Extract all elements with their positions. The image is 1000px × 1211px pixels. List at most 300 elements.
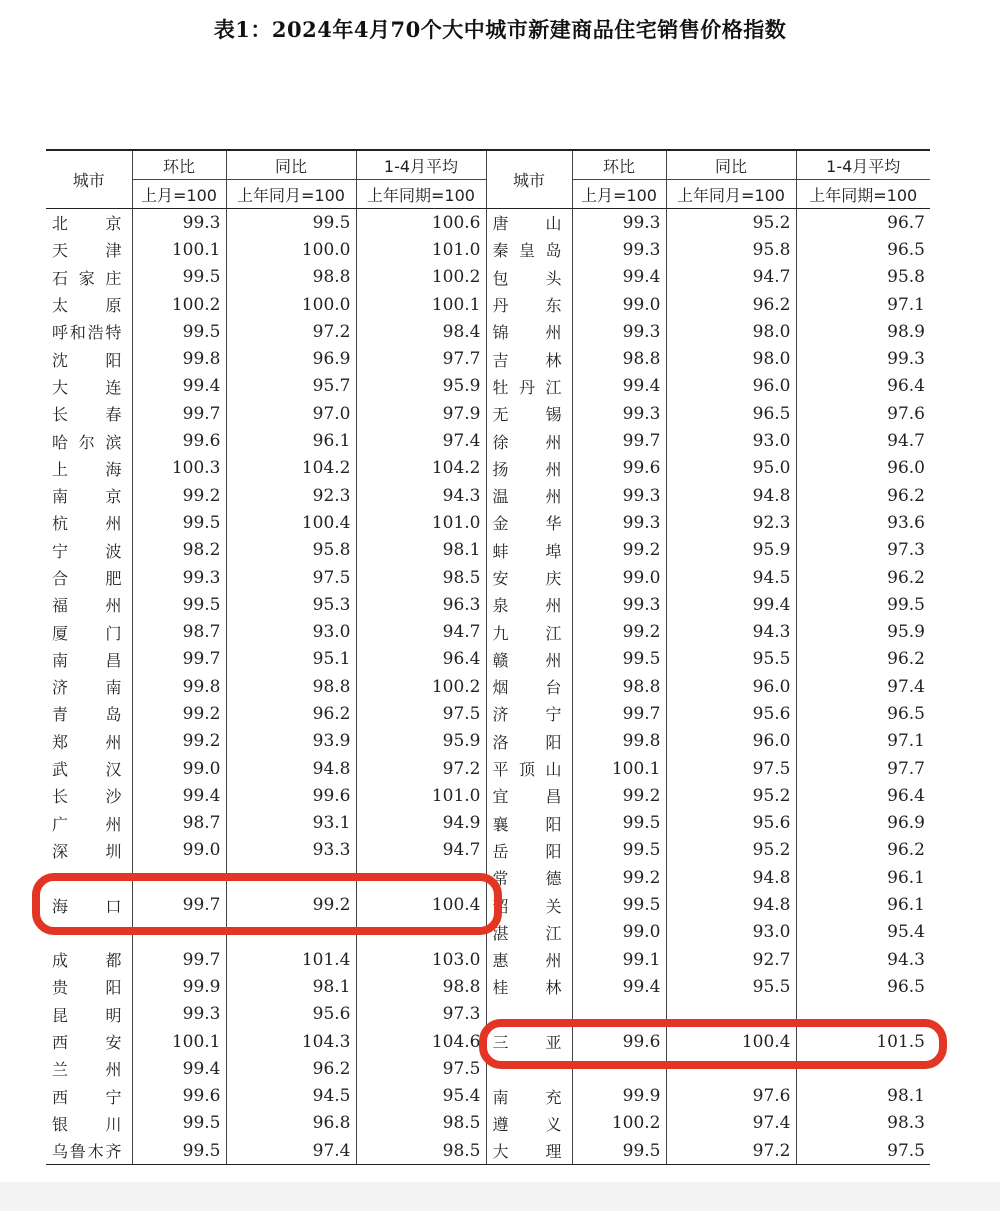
right-city-name: 扬州 [486, 455, 572, 482]
right-avg-value: 97.5 [796, 1137, 930, 1165]
right-avg-value: 95.4 [796, 919, 930, 946]
left-mom-value: 99.3 [132, 564, 226, 591]
right-yoy-value: 94.7 [666, 264, 796, 291]
left-city-name: 济南 [52, 678, 122, 698]
right-avg-value: 96.9 [796, 810, 930, 837]
right-avg-value: 97.4 [796, 673, 930, 700]
left-yoy-value: 100.0 [226, 291, 356, 318]
left-avg-value: 97.4 [356, 427, 486, 454]
left-mom-value: 99.6 [132, 427, 226, 454]
right-city-name: 金华 [486, 509, 572, 536]
header-avg-base-right: 上年同期=100 [796, 180, 930, 209]
table-row [46, 318, 930, 345]
right-avg-value: 96.4 [796, 782, 930, 809]
left-mom-value: 99.5 [132, 509, 226, 536]
right-mom-value: 99.3 [572, 318, 666, 345]
table-row [46, 291, 930, 318]
table-row [46, 673, 930, 700]
left-yoy-value: 96.1 [226, 427, 356, 454]
table-row [46, 455, 930, 482]
left-mom-value: 99.8 [132, 673, 226, 700]
left-city-name: 合肥 [52, 569, 122, 588]
left-yoy-value: 93.0 [226, 618, 356, 645]
right-mom-value: 99.2 [572, 618, 666, 645]
right-mom-value: 99.2 [572, 537, 666, 564]
right-yoy-value: 99.4 [666, 591, 796, 618]
left-avg-value: 98.8 [356, 973, 486, 1000]
right-mom-value: 99.0 [572, 291, 666, 318]
left-mom-value: 99.5 [132, 264, 226, 291]
table-row [46, 345, 930, 372]
left-city-name: 南昌 [52, 650, 122, 670]
right-mom-value: 99.3 [572, 591, 666, 618]
left-mom-value: 99.3 [132, 1001, 226, 1028]
left-avg-value: 103.0 [356, 946, 486, 973]
left-yoy-value: 97.2 [226, 318, 356, 345]
table-row [46, 591, 930, 618]
left-mom-value: 99.2 [132, 700, 226, 727]
left-yoy-value: 99.2 [226, 891, 356, 918]
right-avg-value: 96.2 [796, 837, 930, 864]
left-avg-value: 104.2 [356, 455, 486, 482]
header-mom-left: 环比 [132, 150, 226, 180]
left-mom-value: 99.0 [132, 837, 226, 864]
left-avg-value: 101.0 [356, 782, 486, 809]
table-row [46, 264, 930, 291]
header-mom-base-left: 上月=100 [132, 180, 226, 209]
left-city-name: 兰州 [52, 1060, 122, 1080]
left-mom-value: 99.2 [132, 728, 226, 755]
right-city-name: 烟台 [486, 673, 572, 700]
highlight-box-haikou [32, 873, 502, 935]
right-city-name: 大理 [486, 1137, 572, 1165]
left-yoy-value: 98.1 [226, 973, 356, 1000]
left-mom-value: 99.8 [132, 345, 226, 372]
left-city-name: 广州 [52, 814, 122, 834]
right-avg-value: 96.4 [796, 373, 930, 400]
price-index-table [46, 149, 930, 1165]
left-city-name: 青岛 [52, 705, 122, 725]
right-avg-value: 97.1 [796, 728, 930, 755]
right-city-name: 锦州 [486, 318, 572, 345]
left-avg-value: 97.5 [356, 1055, 486, 1082]
table-row [46, 728, 930, 755]
left-avg-value: 100.2 [356, 673, 486, 700]
right-mom-value: 99.5 [572, 810, 666, 837]
table-row [46, 646, 930, 673]
left-avg-value: 97.3 [356, 1001, 486, 1028]
left-mom-value: 99.7 [132, 646, 226, 673]
table-row [46, 564, 930, 591]
left-city-name: 杭州 [52, 514, 122, 534]
header-mom-base-right: 上月=100 [572, 180, 666, 209]
right-yoy-value: 95.5 [666, 973, 796, 1000]
left-yoy-value: 98.8 [226, 264, 356, 291]
table-row [46, 618, 930, 645]
left-avg-value: 94.7 [356, 618, 486, 645]
left-yoy-value: 92.3 [226, 482, 356, 509]
left-city-name: 长春 [52, 405, 122, 425]
table-row [46, 373, 930, 400]
right-yoy-value: 95.5 [666, 646, 796, 673]
left-mom-value: 99.7 [132, 946, 226, 973]
bottom-bar [0, 1182, 1000, 1211]
left-avg-value: 97.2 [356, 755, 486, 782]
left-city-name: 北京 [52, 214, 122, 234]
table-row [46, 810, 930, 837]
left-city-name: 太原 [52, 296, 122, 316]
right-mom-value: 99.5 [572, 646, 666, 673]
right-avg-value: 96.5 [796, 700, 930, 727]
right-mom-value: 99.4 [572, 373, 666, 400]
left-mom-value: 99.9 [132, 973, 226, 1000]
right-yoy-value: 94.8 [666, 864, 796, 891]
left-city-name: 西安 [52, 1033, 122, 1053]
left-yoy-value: 97.5 [226, 564, 356, 591]
left-mom-value: 98.2 [132, 537, 226, 564]
left-avg-value: 94.7 [356, 837, 486, 864]
left-mom-value: 100.1 [132, 1028, 226, 1055]
left-avg-value: 97.7 [356, 345, 486, 372]
right-avg-value: 98.1 [796, 1083, 930, 1110]
left-avg-value: 97.9 [356, 400, 486, 427]
right-mom-value: 99.7 [572, 427, 666, 454]
right-mom-value: 99.3 [572, 400, 666, 427]
right-city-name: 无锡 [486, 400, 572, 427]
left-mom-value: 100.3 [132, 455, 226, 482]
right-mom-value: 99.4 [572, 973, 666, 1000]
right-yoy-value: 92.3 [666, 509, 796, 536]
left-yoy-value: 99.6 [226, 782, 356, 809]
right-mom-value: 100.1 [572, 755, 666, 782]
right-city-name: 岳阳 [486, 837, 572, 864]
right-mom-value: 99.9 [572, 1083, 666, 1110]
right-yoy-value: 97.2 [666, 1137, 796, 1165]
right-avg-value: 94.3 [796, 946, 930, 973]
table-row [46, 1137, 930, 1165]
right-avg-value: 96.5 [796, 973, 930, 1000]
left-avg-value: 100.2 [356, 264, 486, 291]
header-avg-right: 1-4月平均 [796, 150, 930, 180]
left-avg-value: 96.3 [356, 591, 486, 618]
right-mom-value: 99.2 [572, 782, 666, 809]
header-city-left: 城市 [46, 150, 132, 209]
right-avg-value: 98.9 [796, 318, 930, 345]
right-yoy-value: 92.7 [666, 946, 796, 973]
left-mom-value: 100.2 [132, 291, 226, 318]
right-yoy-value: 95.6 [666, 700, 796, 727]
right-mom-value: 99.3 [572, 509, 666, 536]
left-city-name: 沈阳 [52, 350, 122, 370]
right-mom-value: 99.5 [572, 891, 666, 918]
left-city-name: 郑州 [52, 732, 122, 752]
left-avg-value: 94.9 [356, 810, 486, 837]
right-yoy-value: 96.5 [666, 400, 796, 427]
table-row [46, 400, 930, 427]
left-yoy-value: 98.8 [226, 673, 356, 700]
left-mom-value: 99.5 [132, 591, 226, 618]
left-city-name: 昆明 [52, 1005, 122, 1025]
right-avg-value: 96.2 [796, 564, 930, 591]
right-mom-value: 99.3 [572, 209, 666, 237]
header-yoy-base-left: 上年同月=100 [226, 180, 356, 209]
right-mom-value: 99.2 [572, 864, 666, 891]
left-mom-value: 99.4 [132, 373, 226, 400]
right-yoy-value: 95.2 [666, 209, 796, 237]
right-city-name: 桂林 [486, 973, 572, 1000]
left-mom-value: 98.7 [132, 618, 226, 645]
right-yoy-value: 95.0 [666, 455, 796, 482]
left-city-name: 上海 [52, 459, 122, 479]
left-yoy-value: 104.2 [226, 455, 356, 482]
left-yoy-value: 95.8 [226, 537, 356, 564]
left-yoy-value: 95.7 [226, 373, 356, 400]
left-mom-value: 100.1 [132, 236, 226, 263]
right-city-name: 韶关 [486, 891, 572, 918]
right-yoy-value: 96.0 [666, 373, 796, 400]
right-yoy-value: 94.3 [666, 618, 796, 645]
left-avg-value: 98.5 [356, 1110, 486, 1137]
left-avg-value: 101.0 [356, 509, 486, 536]
right-mom-value: 99.0 [572, 919, 666, 946]
left-mom-value: 99.4 [132, 1055, 226, 1082]
right-city-name: 包头 [486, 264, 572, 291]
right-city-name: 丹东 [486, 291, 572, 318]
right-yoy-value: 94.5 [666, 564, 796, 591]
right-city-name: 安庆 [486, 564, 572, 591]
right-city-name: 遵义 [486, 1110, 572, 1137]
left-city-name: 贵阳 [52, 978, 122, 998]
left-avg-value: 100.6 [356, 209, 486, 237]
left-avg-value: 100.1 [356, 291, 486, 318]
table-row [46, 537, 930, 564]
left-city-name: 深圳 [52, 841, 122, 861]
right-yoy-value: 93.0 [666, 427, 796, 454]
right-avg-value: 95.8 [796, 264, 930, 291]
left-yoy-value: 96.9 [226, 345, 356, 372]
right-avg-value: 96.1 [796, 891, 930, 918]
left-city-name: 天津 [52, 241, 122, 261]
right-avg-value: 96.7 [796, 209, 930, 237]
table-row [46, 946, 930, 973]
left-city-name: 宁波 [52, 541, 122, 561]
left-avg-value: 97.5 [356, 700, 486, 727]
left-city-name: 石家庄 [52, 268, 122, 288]
table-row [46, 236, 930, 263]
right-city-name: 洛阳 [486, 728, 572, 755]
header-avg-left: 1-4月平均 [356, 150, 486, 180]
header-yoy-base-right: 上年同月=100 [666, 180, 796, 209]
right-mom-value: 99.5 [572, 1137, 666, 1165]
right-yoy-value: 94.8 [666, 482, 796, 509]
left-city-name: 长沙 [52, 787, 122, 807]
table-row [46, 482, 930, 509]
right-city-name: 九江 [486, 618, 572, 645]
right-city-name: 蚌埠 [486, 537, 572, 564]
left-yoy-value: 97.0 [226, 400, 356, 427]
left-yoy-value: 100.4 [226, 509, 356, 536]
right-avg-value: 95.9 [796, 618, 930, 645]
table-row [46, 837, 930, 864]
right-yoy-value: 97.6 [666, 1083, 796, 1110]
left-city-name: 厦门 [52, 623, 122, 643]
right-yoy-value: 95.2 [666, 837, 796, 864]
left-avg-value: 95.4 [356, 1083, 486, 1110]
left-avg-value: 98.4 [356, 318, 486, 345]
right-yoy-value: 96.0 [666, 673, 796, 700]
right-mom-value: 100.2 [572, 1110, 666, 1137]
table-row [46, 755, 930, 782]
right-yoy-value: 98.0 [666, 318, 796, 345]
right-avg-value: 101.5 [796, 1028, 930, 1055]
right-mom-value: 99.3 [572, 236, 666, 263]
right-avg-value: 98.3 [796, 1110, 930, 1137]
right-avg-value: 96.2 [796, 482, 930, 509]
right-city-name: 济宁 [486, 700, 572, 727]
right-yoy-value: 95.2 [666, 782, 796, 809]
left-city-name: 哈尔滨 [52, 432, 122, 452]
left-avg-value: 95.9 [356, 373, 486, 400]
right-mom-value: 98.8 [572, 345, 666, 372]
left-city-name: 银川 [52, 1114, 122, 1134]
left-yoy-value: 97.4 [226, 1137, 356, 1165]
right-city-name: 泉州 [486, 591, 572, 618]
left-yoy-value: 94.8 [226, 755, 356, 782]
left-mom-value: 99.5 [132, 1137, 226, 1165]
left-yoy-value: 93.3 [226, 837, 356, 864]
page-title: 表1：2024年4月70个大中城市新建商品住宅销售价格指数 [213, 17, 787, 42]
right-mom-value: 99.3 [572, 482, 666, 509]
right-city-name: 唐山 [486, 209, 572, 237]
right-city-name: 襄阳 [486, 810, 572, 837]
right-avg-value: 97.1 [796, 291, 930, 318]
right-avg-value: 99.5 [796, 591, 930, 618]
left-yoy-value: 95.1 [226, 646, 356, 673]
right-yoy-value: 100.4 [666, 1028, 796, 1055]
header-avg-base-left: 上年同期=100 [356, 180, 486, 209]
right-yoy-value: 98.0 [666, 345, 796, 372]
left-mom-value: 99.5 [132, 1110, 226, 1137]
right-mom-value: 99.5 [572, 837, 666, 864]
left-yoy-value: 95.3 [226, 591, 356, 618]
left-city-name: 西宁 [52, 1087, 122, 1107]
left-yoy-value: 96.2 [226, 1055, 356, 1082]
right-yoy-value: 94.8 [666, 891, 796, 918]
right-mom-value: 99.6 [572, 455, 666, 482]
left-yoy-value: 93.9 [226, 728, 356, 755]
left-avg-value: 104.6 [356, 1028, 486, 1055]
right-city-name: 南充 [486, 1083, 572, 1110]
table-row [46, 427, 930, 454]
left-city-name: 乌鲁木齐 [46, 1137, 132, 1165]
header-yoy-right: 同比 [666, 150, 796, 180]
left-mom-value: 99.0 [132, 755, 226, 782]
right-avg-value: 97.7 [796, 755, 930, 782]
right-avg-value: 96.5 [796, 236, 930, 263]
left-avg-value: 96.4 [356, 646, 486, 673]
right-mom-value: 99.7 [572, 700, 666, 727]
right-mom-value: 99.4 [572, 264, 666, 291]
left-yoy-value: 101.4 [226, 946, 356, 973]
left-yoy-value: 96.2 [226, 700, 356, 727]
right-city-name: 赣州 [486, 646, 572, 673]
left-mom-value: 99.2 [132, 482, 226, 509]
right-yoy-value: 95.6 [666, 810, 796, 837]
table-row [46, 1083, 930, 1110]
left-mom-value: 99.3 [132, 209, 226, 237]
right-city-name: 平顶山 [486, 755, 572, 782]
right-avg-value: 96.2 [796, 646, 930, 673]
table-row [46, 209, 930, 237]
right-mom-value: 98.8 [572, 673, 666, 700]
left-mom-value: 99.4 [132, 782, 226, 809]
left-city-name: 福州 [52, 596, 122, 616]
right-yoy-value: 97.4 [666, 1110, 796, 1137]
header-yoy-left: 同比 [226, 150, 356, 180]
table-row [46, 782, 930, 809]
right-avg-value: 96.0 [796, 455, 930, 482]
table-row [46, 700, 930, 727]
left-city-name: 南京 [52, 487, 122, 507]
left-city-name: 武汉 [52, 760, 122, 780]
left-avg-value: 95.9 [356, 728, 486, 755]
right-mom-value: 99.8 [572, 728, 666, 755]
right-city-name: 秦皇岛 [486, 236, 572, 263]
highlight-box-sanya [479, 1019, 947, 1069]
left-yoy-value: 93.1 [226, 810, 356, 837]
right-yoy-value: 97.5 [666, 755, 796, 782]
left-city-name: 大连 [52, 377, 122, 397]
table-row [46, 1110, 930, 1137]
left-city-name: 海口 [52, 896, 122, 916]
left-yoy-value: 95.6 [226, 1001, 356, 1028]
right-city-name: 吉林 [486, 345, 572, 372]
left-mom-value: 99.7 [132, 400, 226, 427]
table-row [46, 973, 930, 1000]
left-yoy-value: 104.3 [226, 1028, 356, 1055]
left-mom-value: 98.7 [132, 810, 226, 837]
right-yoy-value: 96.0 [666, 728, 796, 755]
right-avg-value: 97.3 [796, 537, 930, 564]
right-mom-value: 99.1 [572, 946, 666, 973]
right-yoy-value: 95.8 [666, 236, 796, 263]
right-yoy-value: 95.9 [666, 537, 796, 564]
right-city-name: 徐州 [486, 427, 572, 454]
left-mom-value: 99.6 [132, 1083, 226, 1110]
left-avg-value: 101.0 [356, 236, 486, 263]
left-yoy-value: 99.5 [226, 209, 356, 237]
left-mom-value: 99.7 [132, 891, 226, 918]
left-yoy-value: 94.5 [226, 1083, 356, 1110]
right-avg-value: 97.6 [796, 400, 930, 427]
left-avg-value: 98.5 [356, 1137, 486, 1165]
left-mom-value: 99.5 [132, 318, 226, 345]
right-city-name: 惠州 [486, 946, 572, 973]
right-city-name: 湛江 [486, 919, 572, 946]
left-avg-value: 98.5 [356, 564, 486, 591]
right-city-name: 牡丹江 [486, 373, 572, 400]
right-city-name: 温州 [486, 482, 572, 509]
right-avg-value: 99.3 [796, 345, 930, 372]
left-yoy-value: 100.0 [226, 236, 356, 263]
right-avg-value: 96.1 [796, 864, 930, 891]
left-avg-value: 98.1 [356, 537, 486, 564]
right-mom-value: 99.6 [572, 1028, 666, 1055]
right-avg-value: 93.6 [796, 509, 930, 536]
left-yoy-value: 96.8 [226, 1110, 356, 1137]
right-city-name: 宜昌 [486, 782, 572, 809]
right-city-name: 常德 [486, 864, 572, 891]
